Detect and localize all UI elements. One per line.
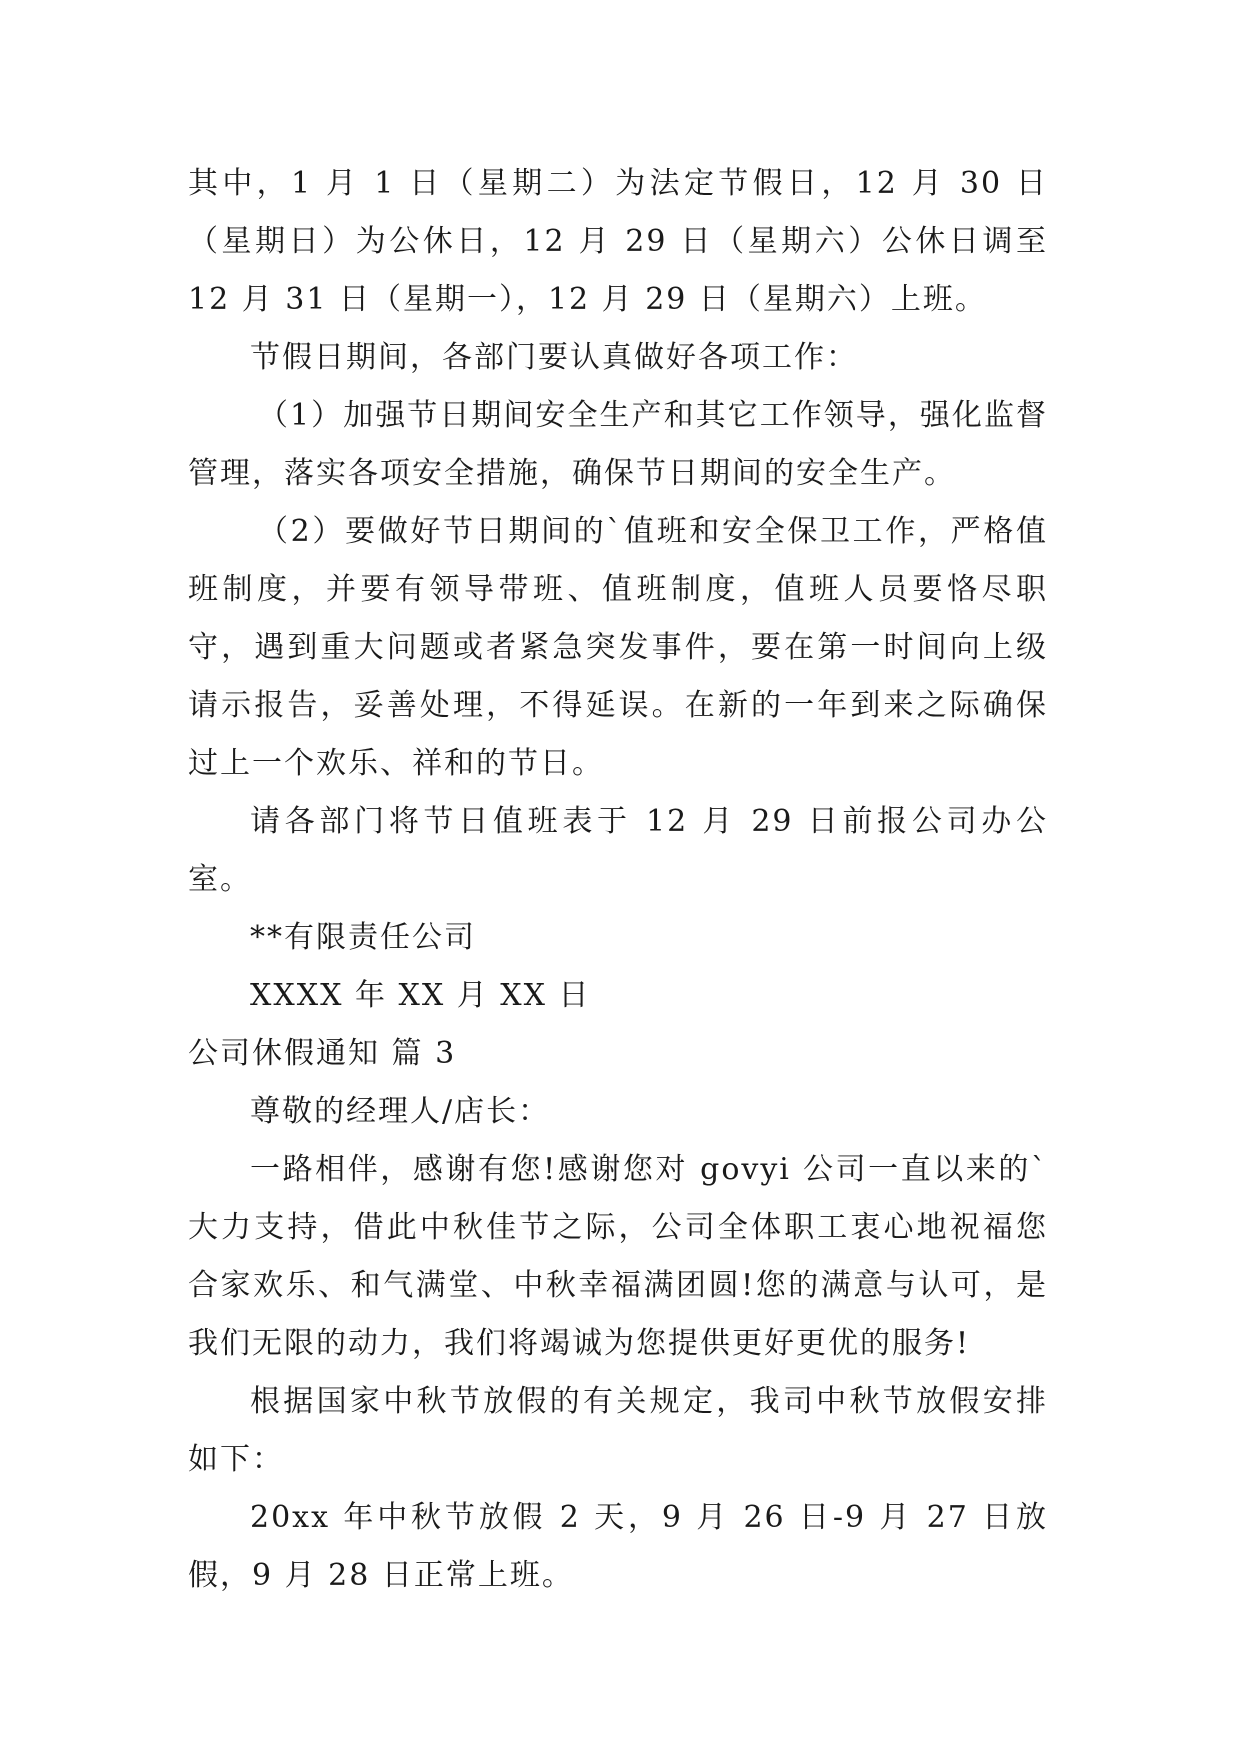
paragraph-item-2-duty: （2）要做好节日期间的`值班和安全保卫工作，严格值班制度，并要有领导带班、值班制度，值班人员要恪尽职守，遇到重大问题或者紧急突发事件，要在第一时间向上级请示报告，妥善处理，不得延误。在新的一年到来之际确保过上一个欢乐、祥和的节日。 [188, 514, 1048, 781]
document-body [188, 155, 1048, 1605]
paragraph-work-requirements-intro: 节假日期间，各部门要认真做好各项工作： [250, 340, 858, 375]
signature-date: XXXX 年 XX 月 XX 日 [250, 978, 591, 1013]
paragraph-item-1-safety: （1）加强节日期间安全生产和其它工作领导，强化监督管理，落实各项安全措施，确保节日期间的安全生产。 [188, 398, 1048, 491]
paragraph-mid-autumn-schedule: 20xx 年中秋节放假 2 天，9 月 26 日-9 月 27 日放假，9 月 28 日正常上班。 [188, 1500, 1048, 1593]
paragraph-thanks: 一路相伴，感谢有您!感谢您对 govyi 公司一直以来的`大力支持，借此中秋佳节之际，公司全体职工衷心地祝福您合家欢乐、和气满堂、中秋幸福满团圆!您的满意与认可，是我们无限的动力，我们将竭诚为您提供更好更优的服务! [188, 1152, 1048, 1361]
salutation: 尊敬的经理人/店长： [250, 1094, 551, 1129]
paragraph-holiday-dates: 其中，1 月 1 日（星期二）为法定节假日，12 月 30 日（星期日）为公休日，12 月 29 日（星期六）公休日调至 12 月 31 日（星期一），12 月 29 日（星期六）上班。 [188, 166, 1048, 317]
section-heading: 公司休假通知 篇 3 [188, 1036, 457, 1071]
signature-company: **有限责任公司 [250, 920, 476, 955]
paragraph-duty-schedule-deadline: 请各部门将节日值班表于 12 月 29 日前报公司办公室。 [188, 804, 1048, 897]
paragraph-holiday-arrangement-intro: 根据国家中秋节放假的有关规定，我司中秋节放假安排如下： [188, 1384, 1048, 1477]
